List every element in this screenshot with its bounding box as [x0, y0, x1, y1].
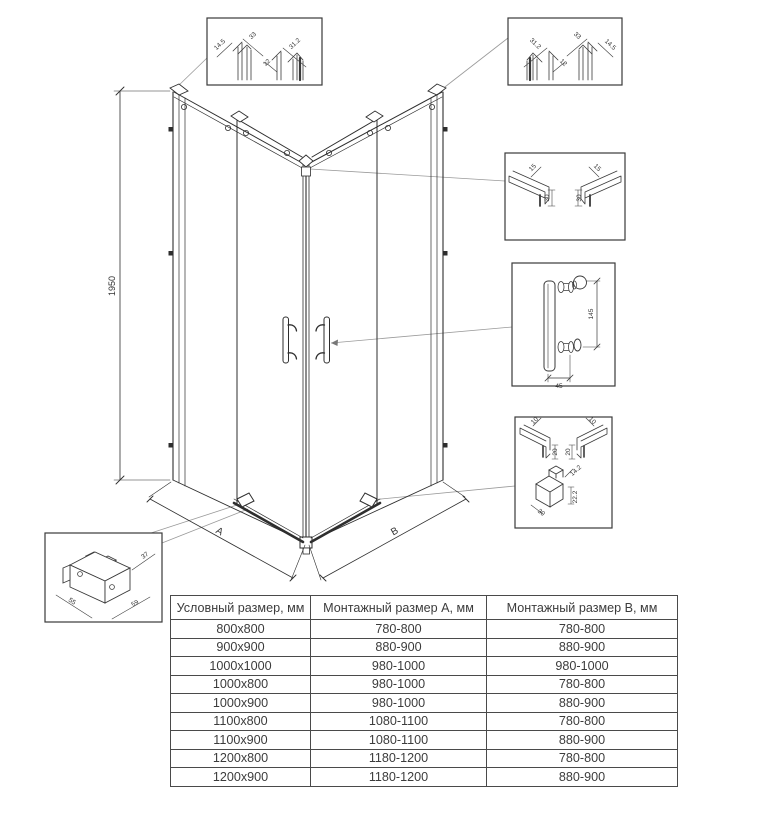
- wall-anchor: [169, 443, 174, 448]
- table-cell-nominal: 1000x800: [171, 675, 311, 694]
- table-cell-nominal: 900x900: [171, 638, 311, 657]
- detail-box-top-right-profile: [508, 18, 622, 85]
- size-table-header-row: [171, 596, 678, 620]
- table-cell-nominal: 1200x800: [171, 749, 311, 768]
- table-row: [171, 620, 678, 639]
- wall-anchor: [443, 443, 448, 448]
- dim-label: 30: [544, 194, 551, 202]
- table-cell-mount_b: 780-800: [487, 712, 678, 731]
- dim-b-label: B: [389, 525, 401, 539]
- detail-box-wall-profile: [505, 153, 625, 240]
- detail-box-roller-bracket: [45, 533, 162, 622]
- leader-arrow: [331, 340, 338, 347]
- table-cell-mount_b: 880-900: [487, 638, 678, 657]
- table-cell-mount_b: 780-800: [487, 620, 678, 639]
- wall-anchor: [443, 251, 448, 256]
- dim-label: 59: [130, 598, 141, 609]
- table-cell-mount_a: 980-1000: [311, 694, 487, 713]
- dim-label: 45: [555, 383, 563, 390]
- table-cell-mount_a: 980-1000: [311, 675, 487, 694]
- wall-anchor: [443, 127, 448, 132]
- rail-screws: [181, 104, 434, 155]
- dimension-a: [147, 482, 305, 581]
- table-cell-mount_a: 880-900: [311, 638, 487, 657]
- dim-label: 14.5: [603, 38, 618, 52]
- dim-label: 12: [557, 57, 569, 68]
- table-cell-nominal: 1000x1000: [171, 657, 311, 676]
- dim-label: 55: [66, 596, 77, 607]
- table-cell-mount_b: 880-900: [487, 694, 678, 713]
- dim-label: 33: [247, 30, 259, 41]
- dim-label: 20: [552, 448, 559, 456]
- table-row: [171, 731, 678, 750]
- col-header-mount-size-a: Монтажный размер A, мм: [311, 596, 487, 620]
- table-cell-nominal: 1000x900: [171, 694, 311, 713]
- table-cell-nominal: 1100x900: [171, 731, 311, 750]
- dim-label: 30: [576, 194, 583, 202]
- dim-label: 20: [565, 448, 572, 456]
- size-table: [170, 595, 678, 787]
- leader-lines: [151, 38, 515, 543]
- col-header-nominal-size: Условный размер, мм: [171, 596, 311, 620]
- table-row: [171, 638, 678, 657]
- left-wall-profile: [169, 84, 189, 486]
- dim-label: 14.5: [212, 38, 227, 52]
- corner-top-block: [302, 167, 311, 176]
- table-cell-mount_a: 1180-1200: [311, 749, 487, 768]
- table-cell-mount_a: 1080-1100: [311, 731, 487, 750]
- table-row: [171, 694, 678, 713]
- corner-bottom-foot: [303, 548, 310, 554]
- table-row: [171, 657, 678, 676]
- table-cell-mount_a: 980-1000: [311, 657, 487, 676]
- dim-label: 15: [527, 162, 538, 173]
- size-table-container: [170, 595, 677, 787]
- dimension-b: [309, 482, 469, 581]
- wall-anchor: [169, 251, 174, 256]
- table-cell-mount_a: 1080-1100: [311, 712, 487, 731]
- detail-box-handle: [512, 263, 615, 390]
- right-wall-profile: [428, 84, 448, 486]
- table-row: [171, 749, 678, 768]
- corner-post: [299, 155, 313, 554]
- table-cell-mount_a: 780-800: [311, 620, 487, 639]
- dim-label: 30: [535, 507, 546, 518]
- dim-label: 31.2: [287, 37, 302, 51]
- detail-box-bottom-rail: [515, 416, 612, 528]
- table-cell-mount_a: 1180-1200: [311, 768, 487, 787]
- table-cell-mount_b: 880-900: [487, 731, 678, 750]
- table-row: [171, 712, 678, 731]
- table-row: [171, 675, 678, 694]
- size-table-body: [171, 620, 678, 787]
- dim-label: 14.2: [568, 464, 584, 478]
- dim-label: 15: [592, 162, 603, 173]
- table-cell-nominal: 800x800: [171, 620, 311, 639]
- col-header-mount-size-b: Монтажный размер B, мм: [487, 596, 678, 620]
- dim-label: 37: [140, 550, 151, 561]
- right-door-handle: [316, 317, 330, 363]
- main-enclosure-drawing: [107, 84, 469, 581]
- table-cell-mount_b: 780-800: [487, 749, 678, 768]
- height-dim-label: 1950: [107, 275, 117, 297]
- table-cell-mount_b: 880-900: [487, 768, 678, 787]
- door-top-bracket: [231, 111, 248, 122]
- right-sliding-door: [311, 111, 383, 542]
- dim-a-label: A: [213, 525, 225, 539]
- dim-label: 31.2: [528, 37, 543, 51]
- left-door-handle: [283, 317, 297, 363]
- height-dimension: [107, 87, 170, 484]
- dim-label: 22.2: [572, 490, 579, 504]
- table-row: [171, 768, 678, 787]
- dim-label: 10: [587, 415, 598, 426]
- wall-anchor: [169, 127, 174, 132]
- table-cell-mount_b: 980-1000: [487, 657, 678, 676]
- dim-label: 145: [588, 308, 595, 320]
- table-cell-nominal: 1100x800: [171, 712, 311, 731]
- detail-box-top-left-profile: [207, 18, 322, 85]
- dim-label: 10: [529, 415, 540, 426]
- dim-label: 12: [261, 57, 273, 68]
- table-cell-mount_b: 780-800: [487, 675, 678, 694]
- table-cell-nominal: 1200x900: [171, 768, 311, 787]
- bottom-rails: [173, 480, 443, 542]
- door-top-bracket: [366, 111, 383, 122]
- left-sliding-door: [231, 111, 303, 542]
- dim-label: 33: [571, 30, 583, 41]
